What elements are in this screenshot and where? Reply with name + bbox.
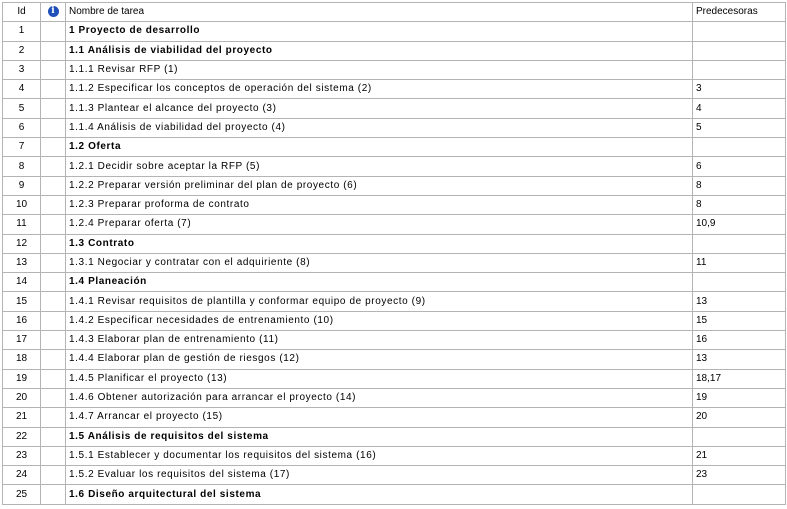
row-indicators-cell[interactable] — [41, 273, 66, 292]
predecessors-cell[interactable]: 16 — [693, 331, 786, 350]
row-indicators-cell[interactable] — [41, 234, 66, 253]
predecessors-cell[interactable]: 13 — [693, 350, 786, 369]
row-indicators-cell[interactable] — [41, 311, 66, 330]
task-name: 1.2.2 Preparar versión preliminar del plan de proyecto (6) — [69, 179, 358, 191]
column-header-indicators[interactable] — [41, 3, 66, 22]
row-id-cell[interactable]: 19 — [3, 369, 41, 388]
row-id-cell[interactable]: 18 — [3, 350, 41, 369]
table-row[interactable] — [3, 215, 786, 234]
task-name-cell[interactable] — [66, 176, 693, 195]
task-name: 1.1.2 Especificar los conceptos de operación del sistema (2) — [69, 83, 372, 95]
row-indicators-cell[interactable] — [41, 118, 66, 137]
table-row[interactable] — [3, 388, 786, 407]
task-name: 1.1.4 Análisis de viabilidad del proyecto (4) — [69, 121, 286, 133]
row-id-cell[interactable]: 9 — [3, 176, 41, 195]
task-name-cell[interactable] — [66, 466, 693, 485]
task-name: 1.4.5 Planificar el proyecto (13) — [69, 372, 228, 384]
task-name-cell[interactable] — [66, 311, 693, 330]
row-indicators-cell[interactable] — [41, 22, 66, 41]
predecessors-cell[interactable] — [693, 22, 786, 41]
row-id-cell[interactable]: 23 — [3, 446, 41, 465]
task-name: 1.4 Planeación — [69, 276, 147, 288]
task-name-cell[interactable] — [66, 331, 693, 350]
info-icon: i — [48, 6, 59, 17]
row-id-cell[interactable]: 24 — [3, 466, 41, 485]
row-indicators-cell[interactable] — [41, 253, 66, 272]
predecessors-cell[interactable]: 8 — [693, 195, 786, 214]
row-indicators-cell[interactable] — [41, 292, 66, 311]
task-name-cell[interactable] — [66, 80, 693, 99]
predecessors-cell[interactable] — [693, 41, 786, 60]
row-indicators-cell[interactable] — [41, 176, 66, 195]
predecessors-cell[interactable]: 23 — [693, 466, 786, 485]
row-id-cell[interactable]: 17 — [3, 331, 41, 350]
table-row[interactable] — [3, 485, 786, 504]
row-id-cell[interactable]: 5 — [3, 99, 41, 118]
row-indicators-cell[interactable] — [41, 195, 66, 214]
task-name: 1.6 Diseño arquitectural del sistema — [69, 488, 262, 500]
predecessors-cell[interactable] — [693, 273, 786, 292]
task-name: 1 Proyecto de desarrollo — [69, 25, 201, 37]
table-row[interactable] — [3, 195, 786, 214]
task-name-cell[interactable] — [66, 157, 693, 176]
row-indicators-cell[interactable] — [41, 466, 66, 485]
table-row[interactable] — [3, 311, 786, 330]
row-indicators-cell[interactable] — [41, 350, 66, 369]
table-row[interactable] — [3, 157, 786, 176]
predecessors-cell[interactable] — [693, 485, 786, 504]
task-rows — [3, 22, 786, 504]
predecessors-cell[interactable] — [693, 427, 786, 446]
row-id-cell[interactable]: 20 — [3, 388, 41, 407]
row-id-cell[interactable]: 21 — [3, 408, 41, 427]
task-name-cell[interactable] — [66, 273, 693, 292]
predecessors-cell[interactable]: 4 — [693, 99, 786, 118]
row-id-cell[interactable]: 11 — [3, 215, 41, 234]
row-id-cell[interactable]: 6 — [3, 118, 41, 137]
task-name-cell[interactable] — [66, 99, 693, 118]
task-name-cell[interactable] — [66, 253, 693, 272]
task-name: 1.2.3 Preparar proforma de contrato — [69, 199, 250, 211]
task-name-cell[interactable] — [66, 22, 693, 41]
table-row[interactable] — [3, 80, 786, 99]
task-name-cell[interactable] — [66, 350, 693, 369]
task-name-cell[interactable] — [66, 60, 693, 79]
row-indicators-cell[interactable] — [41, 427, 66, 446]
row-indicators-cell[interactable] — [41, 331, 66, 350]
row-id-cell[interactable]: 4 — [3, 80, 41, 99]
predecessors-cell[interactable]: 19 — [693, 388, 786, 407]
task-name: 1.2 Oferta — [69, 141, 122, 153]
row-id-cell[interactable]: 16 — [3, 311, 41, 330]
table-row[interactable] — [3, 466, 786, 485]
table-row[interactable] — [3, 446, 786, 465]
predecessors-cell[interactable]: 6 — [693, 157, 786, 176]
predecessors-cell[interactable]: 11 — [693, 253, 786, 272]
predecessors-cell[interactable]: 18,17 — [693, 369, 786, 388]
header-row — [3, 3, 786, 22]
task-name-cell[interactable] — [66, 369, 693, 388]
table-row[interactable] — [3, 350, 786, 369]
row-id-cell[interactable]: 22 — [3, 427, 41, 446]
column-header-predecessors[interactable]: Predecesoras — [693, 3, 786, 22]
task-table — [2, 2, 786, 505]
row-indicators-cell[interactable] — [41, 60, 66, 79]
table-row[interactable] — [3, 292, 786, 311]
row-indicators-cell[interactable] — [41, 41, 66, 60]
task-name: 1.4.2 Especificar necesidades de entrenamiento (10) — [69, 314, 334, 326]
predecessors-cell[interactable]: 20 — [693, 408, 786, 427]
table-row[interactable] — [3, 22, 786, 41]
task-name: 1.4.6 Obtener autorización para arrancar el proyecto (14) — [69, 392, 357, 404]
row-indicators-cell[interactable] — [41, 138, 66, 157]
predecessors-cell[interactable]: 21 — [693, 446, 786, 465]
row-id-cell[interactable]: 1 — [3, 22, 41, 41]
task-name: 1.4.7 Arrancar el proyecto (15) — [69, 411, 223, 423]
predecessors-cell[interactable]: 3 — [693, 80, 786, 99]
row-indicators-cell[interactable] — [41, 408, 66, 427]
column-header-task-name[interactable]: Nombre de tarea — [66, 3, 693, 22]
row-indicators-cell[interactable] — [41, 446, 66, 465]
task-name: 1.1.3 Plantear el alcance del proyecto (3) — [69, 102, 277, 114]
row-id-cell[interactable]: 10 — [3, 195, 41, 214]
predecessors-cell[interactable] — [693, 60, 786, 79]
task-name-cell[interactable] — [66, 446, 693, 465]
table-row[interactable] — [3, 118, 786, 137]
task-name-cell[interactable] — [66, 485, 693, 504]
row-id-cell[interactable]: 12 — [3, 234, 41, 253]
row-indicators-cell[interactable] — [41, 369, 66, 388]
row-id-cell[interactable]: 8 — [3, 157, 41, 176]
row-indicators-cell[interactable] — [41, 157, 66, 176]
table-row[interactable] — [3, 60, 786, 79]
task-name: 1.3 Contrato — [69, 237, 135, 249]
table-row[interactable] — [3, 41, 786, 60]
task-name-cell[interactable] — [66, 215, 693, 234]
row-id-cell[interactable]: 2 — [3, 41, 41, 60]
predecessors-cell[interactable] — [693, 234, 786, 253]
row-id-cell[interactable]: 14 — [3, 273, 41, 292]
table-row[interactable] — [3, 331, 786, 350]
table-row[interactable] — [3, 253, 786, 272]
table-row[interactable] — [3, 408, 786, 427]
predecessors-cell[interactable] — [693, 138, 786, 157]
task-name-cell[interactable] — [66, 234, 693, 253]
task-name-cell[interactable] — [66, 388, 693, 407]
task-name-cell[interactable] — [66, 41, 693, 60]
row-indicators-cell[interactable] — [41, 80, 66, 99]
column-header-id[interactable]: Id — [3, 3, 41, 22]
task-name-cell[interactable] — [66, 292, 693, 311]
table-row[interactable] — [3, 369, 786, 388]
task-name-cell[interactable] — [66, 195, 693, 214]
task-name-cell[interactable] — [66, 408, 693, 427]
row-id-cell[interactable]: 13 — [3, 253, 41, 272]
task-name: 1.5 Análisis de requisitos del sistema — [69, 430, 269, 442]
task-name-cell[interactable] — [66, 427, 693, 446]
row-indicators-cell[interactable] — [41, 388, 66, 407]
table-row[interactable] — [3, 273, 786, 292]
row-id-cell[interactable]: 25 — [3, 485, 41, 504]
task-name: 1.4.1 Revisar requisitos de plantilla y conformar equipo de proyecto (9) — [69, 295, 426, 307]
task-name-cell[interactable] — [66, 138, 693, 157]
row-id-cell[interactable]: 3 — [3, 60, 41, 79]
table-row[interactable] — [3, 427, 786, 446]
task-name: 1.3.1 Negociar y contratar con el adquiriente (8) — [69, 257, 311, 268]
table-row[interactable] — [3, 99, 786, 118]
task-name: 1.4.3 Elaborar plan de entrenamiento (11) — [69, 334, 279, 346]
task-name: 1.5.1 Establecer y documentar los requisitos del sistema (16) — [69, 449, 377, 461]
task-name: 1.1.1 Revisar RFP (1) — [69, 64, 179, 76]
predecessors-cell[interactable]: 10,9 — [693, 215, 786, 234]
table-row[interactable] — [3, 176, 786, 195]
predecessors-cell[interactable]: 13 — [693, 292, 786, 311]
row-id-cell[interactable]: 7 — [3, 138, 41, 157]
table-row[interactable] — [3, 234, 786, 253]
row-indicators-cell[interactable] — [41, 99, 66, 118]
task-name: 1.4.4 Elaborar plan de gestión de riesgos (12) — [69, 353, 300, 365]
task-name: 1.2.4 Preparar oferta (7) — [69, 218, 192, 230]
row-id-cell[interactable]: 15 — [3, 292, 41, 311]
row-indicators-cell[interactable] — [41, 485, 66, 504]
task-name: 1.2.1 Decidir sobre aceptar la RFP (5) — [69, 160, 261, 172]
task-name: 1.5.2 Evaluar los requisitos del sistema (17) — [69, 469, 290, 481]
task-name-cell[interactable] — [66, 118, 693, 137]
predecessors-cell[interactable]: 5 — [693, 118, 786, 137]
predecessors-cell[interactable]: 15 — [693, 311, 786, 330]
table-row[interactable] — [3, 138, 786, 157]
task-name: 1.1 Análisis de viabilidad del proyecto — [69, 44, 273, 56]
predecessors-cell[interactable]: 8 — [693, 176, 786, 195]
row-indicators-cell[interactable] — [41, 215, 66, 234]
